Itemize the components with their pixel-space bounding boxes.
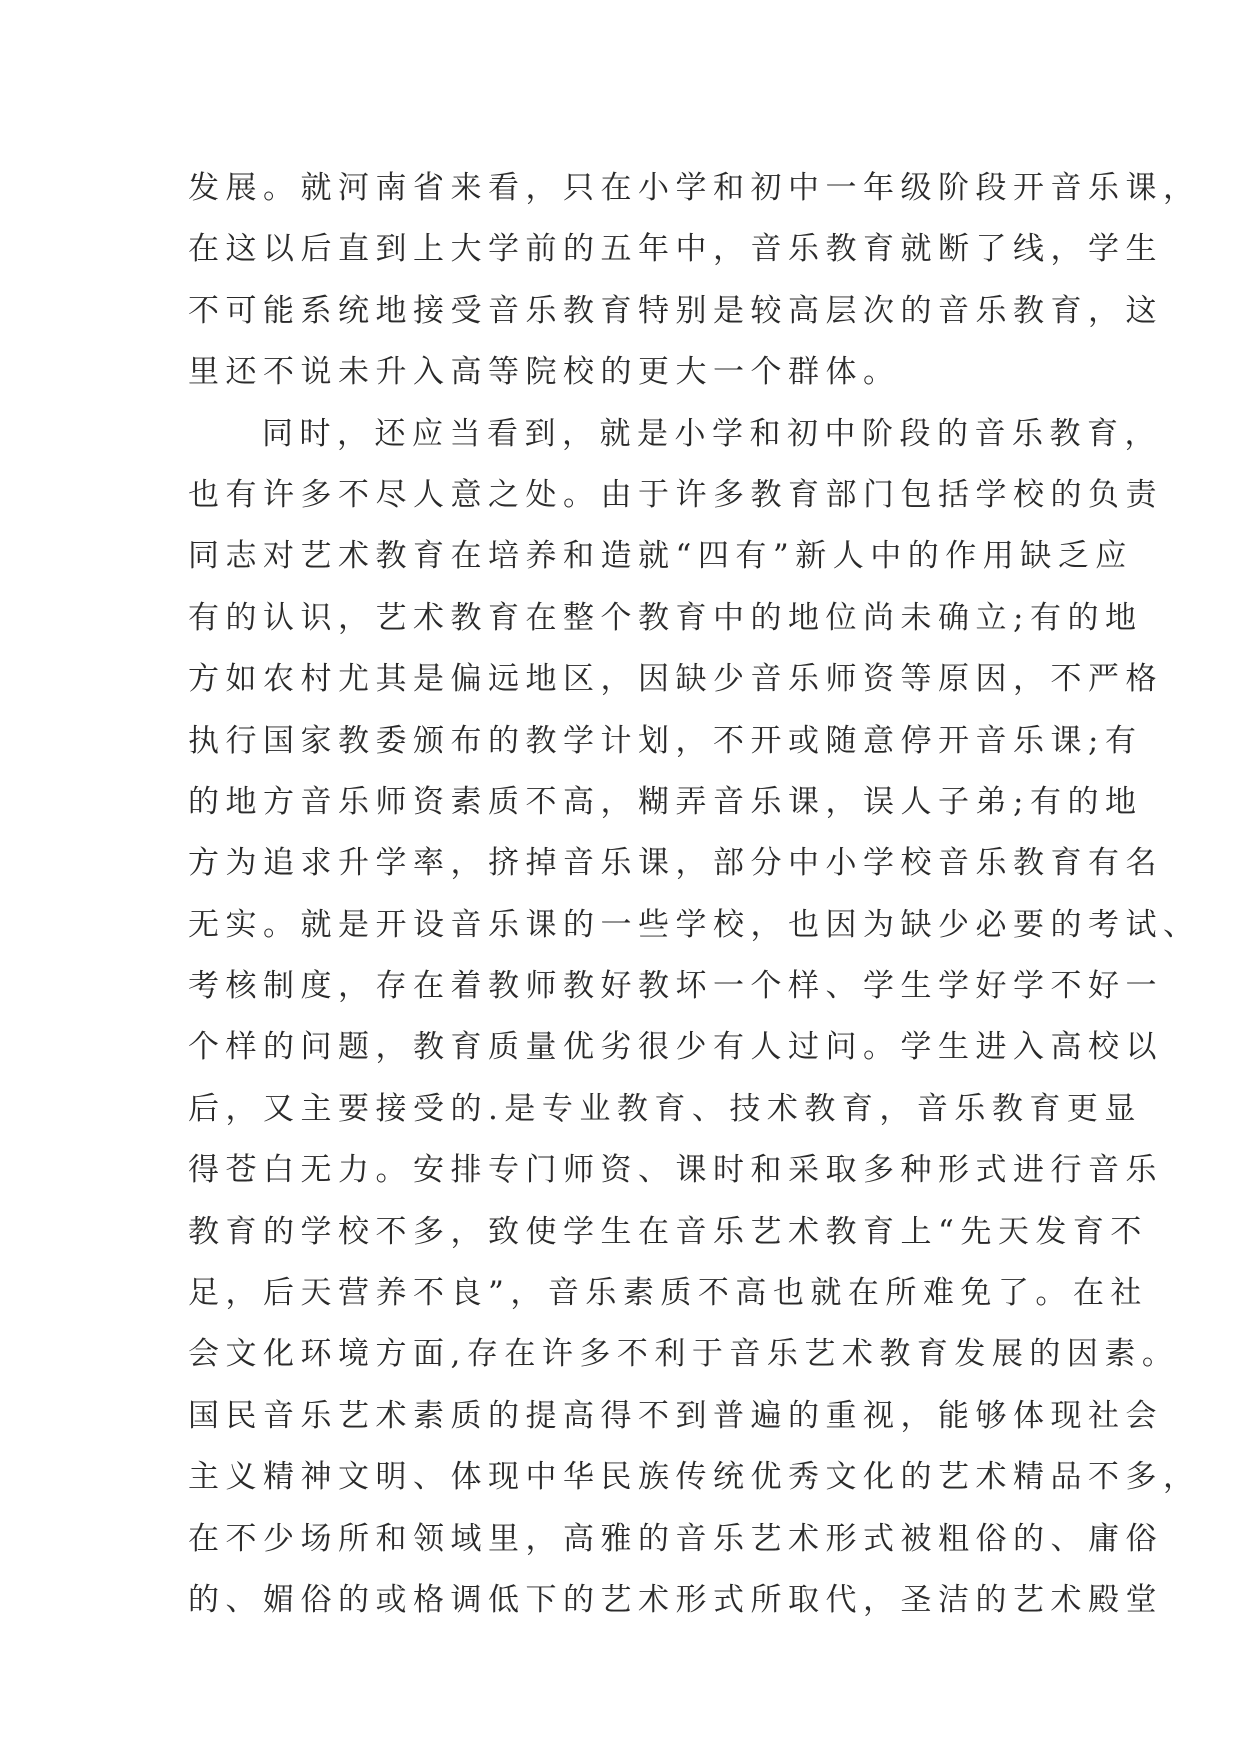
text-line: 后，又主要接受的.是专业教育、技术教育，音乐教育更显 [188,1090,1142,1127]
text-line: 考核制度，存在着教师教好教坏一个样、学生学好学不好一 [188,968,1163,1005]
text-line: 同志对艺术教育在培养和造就“四有”新人中的作用缺乏应 [188,538,1133,575]
text-line: 方为追求升学率，挤掉音乐课，部分中小学校音乐教育有名 [188,845,1163,882]
text-line: 无实。就是开设音乐课的一些学校，也因为缺少必要的考试、 [188,906,1201,943]
text-line: 执行国家教委颁布的教学计划，不开或随意停开音乐课;有 [188,722,1143,759]
text-line: 国民音乐艺术素质的提高得不到普遍的重视，能够体现社会 [188,1397,1163,1434]
text-line: 在不少场所和领域里，高雅的音乐艺术形式被粗俗的、庸俗 [188,1520,1163,1557]
body-text [188,158,1201,1631]
text-line: 个样的问题，教育质量优劣很少有人过问。学生进入高校以 [188,1029,1163,1066]
text-line: 教育的学校不多，致使学生在音乐艺术教育上“先天发育不 [188,1213,1148,1250]
text-line: 在这以后直到上大学前的五年中，音乐教育就断了线，学生 [188,231,1163,268]
text-line: 会文化环境方面,存在许多不利于音乐艺术教育发展的因素。 [188,1336,1180,1373]
paragraph-first-line: 同时，还应当看到，就是小学和初中阶段的音乐教育， [262,415,1162,452]
text-line: 的、媚俗的或格调低下的艺术形式所取代，圣洁的艺术殿堂 [188,1581,1163,1618]
text-line: 里还不说未升入高等院校的更大一个群体。 [188,354,901,391]
text-line: 也有许多不尽人意之处。由于许多教育部门包括学校的负责 [188,476,1163,513]
text-line: 的地方音乐师资素质不高，糊弄音乐课，误人子弟;有的地 [188,783,1143,820]
text-line: 得苍白无力。安排专门师资、课时和采取多种形式进行音乐 [188,1152,1163,1189]
text-line: 方如农村尤其是偏远地区，因缺少音乐师资等原因，不严格 [188,661,1163,698]
text-line: 足，后天营养不良”，音乐素质不高也就在所难免了。在社 [188,1275,1148,1312]
text-line: 发展。就河南省来看，只在小学和初中一年级阶段开音乐课， [188,170,1201,206]
text-line: 有的认识，艺术教育在整个教育中的地位尚未确立;有的地 [188,599,1143,636]
text-line: 主义精神文明、体现中华民族传统优秀文化的艺术精品不多， [188,1459,1201,1496]
text-line: 不可能系统地接受音乐教育特别是较高层次的音乐教育，这 [188,292,1163,329]
